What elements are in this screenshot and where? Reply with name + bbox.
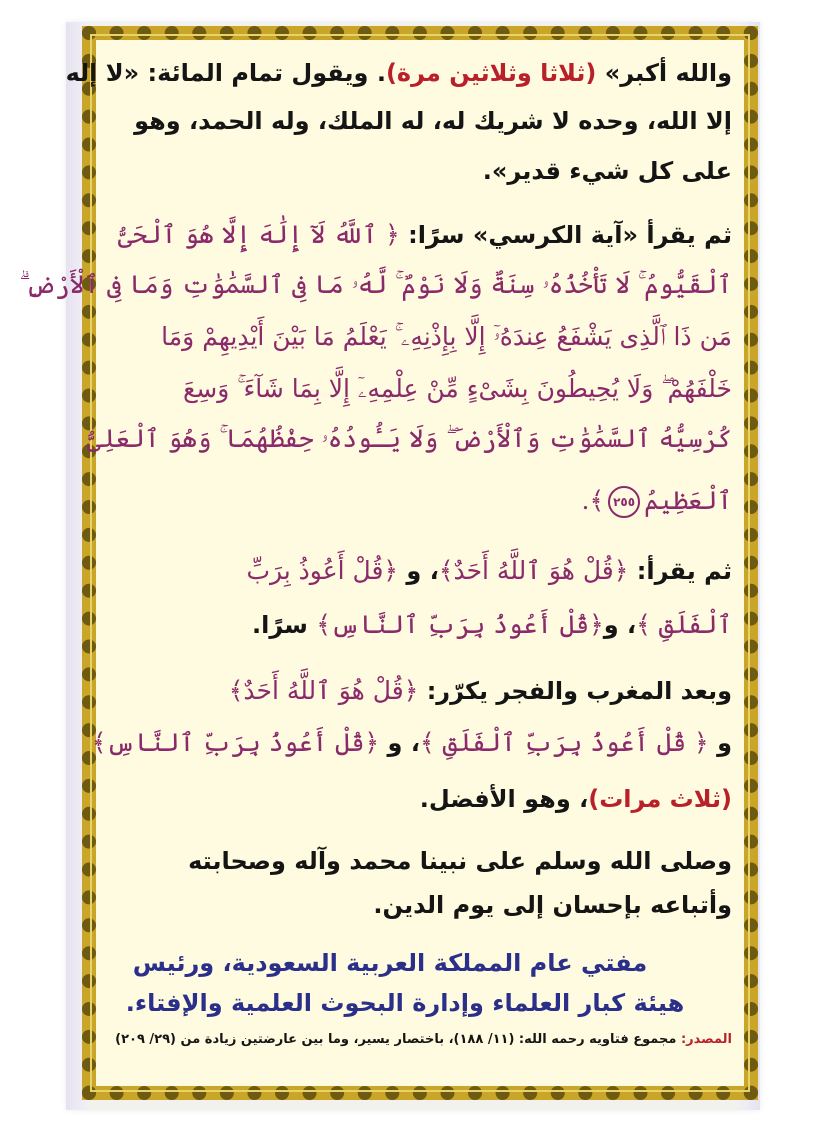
ayah-line4: خَلْفَهُمْ ۖ وَلَا يُحِيطُونَ بِشَىْءٍ مِّنْ عِلْمِهِۦٓ إِلَّا بِمَا شَآءَ ۚ وَسِعَ: [182, 374, 732, 403]
ayah-line6: ٱلْعَظِيمُ٢٥٥﴾.: [108, 482, 732, 520]
count-note: (ثلاثا وثلاثين مرة): [385, 59, 597, 87]
para5-line2: وأتباعه بإحسان إلى يوم الدين.: [373, 891, 732, 919]
para3-line2: ٱلْفَلَقِ ﴾، و﴿قُلْ أَعُوذُ بِرَبِّ ٱلنَّاسِ﴾ سرًا.: [252, 610, 732, 639]
para1-line2: إلا الله، وحده لا شريك له، له الملك، وله الحمد، وهو: [134, 107, 732, 135]
para1-line3: على كل شيء قدير».: [482, 157, 732, 185]
ayah-line2: ٱلْقَيُّومُ ۚ لَا تَأْخُذُهُۥ سِنَةٌ وَلَا نَوْمٌ ۚ لَّهُۥ مَا فِى ٱلسَّمَٰوَٰتِ وَمَا فِى ٱلْأَرْضِ ۗ: [19, 270, 732, 299]
para4-line1: وبعد المغرب والفجر يكرّر: ﴿قُلْ هُوَ ٱللَّهُ أَحَدٌ﴾: [228, 676, 732, 705]
ayah-line5: كُرْسِيُّهُ ٱلسَّمَٰوَٰتِ وَٱلْأَرْضَ ۖ وَلَا يَـُٔودُهُۥ حِفْظُهُمَا ۚ وَهُوَ ٱلْعَلِىُّ: [86, 424, 732, 453]
count-note-3: (ثلاث مرات): [588, 785, 732, 813]
para4-line2: و ﴿ قُلْ أَعُوذُ بِرَبِّ ٱلْفَلَقِ ﴾، و ﴿قُلْ أَعُوذُ بِرَبِّ ٱلنَّاسِ﴾: [91, 728, 732, 757]
document-body: [19, 44, 740, 1084]
ayah-number-icon: ٢٥٥: [608, 486, 640, 518]
para1-line1: والله أكبر» (ثلاثا وثلاثين مرة). ويقول تمام المائة: «لا إله: [65, 59, 732, 87]
para5-line1: وصلى الله وسلم على نبينا محمد وآله وصحابته: [188, 847, 732, 875]
para2-line1: ثم يقرأ «آية الكرسي» سرًا: ﴿ ٱللَّهُ لَآ إِلَٰهَ إِلَّا هُوَ ٱلْحَىُّ: [117, 220, 732, 249]
signature-line2: هيئة كبار العلماء وإدارة البحوث العلمية والإفتاء.: [125, 989, 685, 1017]
ayah-line3: مَن ذَا ٱلَّذِى يَشْفَعُ عِندَهُۥٓ إِلَّا بِإِذْنِهِۦ ۚ يَعْلَمُ مَا بَيْنَ أَيْدِيهِمْ وَمَا: [161, 322, 732, 351]
para4-line3: (ثلاث مرات)، وهو الأفضل.: [419, 785, 732, 813]
ayah-text: ﴿ ٱللَّهُ لَآ إِلَٰهَ إِلَّا هُوَ ٱلْحَىُّ: [117, 220, 400, 249]
signature-line1: مفتي عام المملكة العربية السعودية، ورئيس: [132, 949, 648, 977]
source-label: المصدر:: [680, 1032, 732, 1047]
source-citation: المصدر: مجموع فتاويه رحمه الله: (١١/ ١٨٨)، باختصار يسير، وما بين عارضتين زيادة من (٢٩/ ٢٠٩): [115, 1032, 732, 1047]
para3-line1: ثم يقرأ: ﴿قُلْ هُوَ ٱللَّهُ أَحَدٌ﴾، و ﴿قُلْ أَعُوذُ بِرَبِّ: [246, 556, 732, 585]
